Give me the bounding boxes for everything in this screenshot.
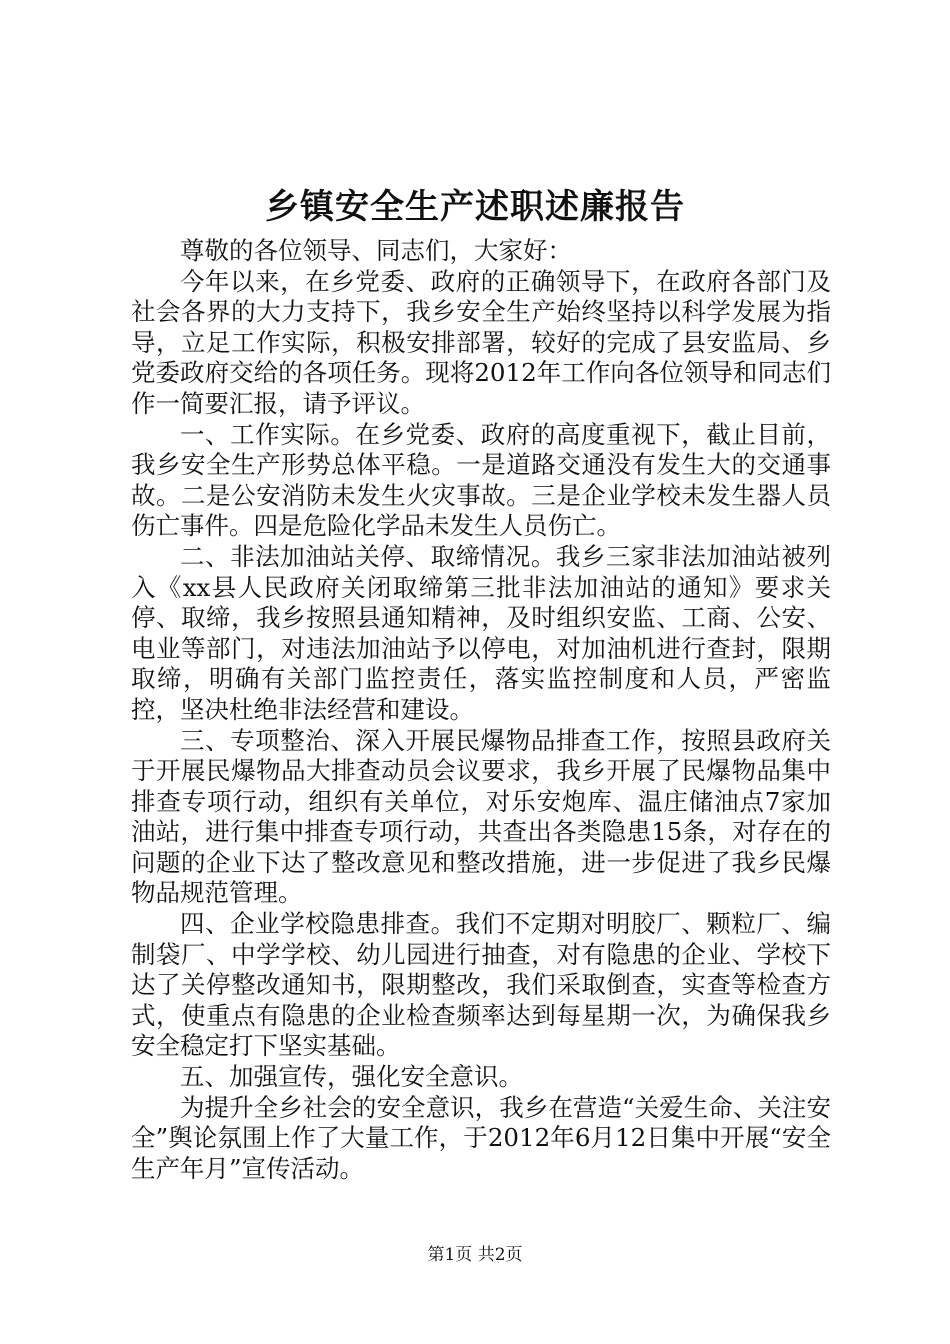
intro-paragraph: 今年以来，在乡党委、政府的正确领导下，在政府各部门及社会各界的大力支持下，我乡安全生产始终坚持以科学发展为指导，立足工作实际，积极安排部署，较好的完成了县安监局、乡党委政府交给的各项任务。现将2012年工作向各位领导和同志们作一简要汇报，请予评议。	[131, 266, 831, 418]
section-2-paragraph: 二、非法加油站关停、取缔情况。我乡三家非法加油站被列入《xx县人民政府关闭取缔第三批非法加油站的通知》要求关停、取缔，我乡按照县通知精神，及时组织安监、工商、公安、电业等部门，对违法加油站予以停电，对加油机进行查封，限期取缔，明确有关部门监控责任，落实监控制度和人员，严密监控，坚决杜绝非法经营和建设。	[131, 541, 831, 724]
section-5-paragraph: 为提升全乡社会的安全意识，我乡在营造“关爱生命、关注安全”舆论氛围上作了大量工作，于2012年6月12日集中开展“安全生产年月”宣传活动。	[131, 1092, 831, 1183]
document-title: 乡镇安全生产述职述廉报告	[265, 187, 685, 227]
section-1-paragraph: 一、工作实际。在乡党委、政府的高度重视下，截止目前，我乡安全生产形势总体平稳。一是道路交通没有发生大的交通事故。二是公安消防未发生火灾事故。三是企业学校未发生器人员伤亡事件。四是危险化学品未发生人员伤亡。	[131, 419, 831, 541]
section-4-paragraph: 四、企业学校隐患排查。我们不定期对明胶厂、颗粒厂、编制袋厂、中学学校、幼儿园进行抽查，对有隐患的企业、学校下达了关停整改通知书，限期整改，我们采取倒查，实查等检查方式，使重点有隐患的企业检查频率达到每星期一次，为确保我乡安全稳定打下坚实基础。	[131, 909, 831, 1061]
section-5-heading: 五、加强宣传，强化安全意识。	[180, 1062, 523, 1092]
salutation-paragraph: 尊敬的各位领导、同志们，大家好：	[180, 236, 572, 265]
document-body	[131, 236, 831, 1184]
page-number-footer: 第1页 共2页	[427, 1245, 523, 1265]
section-3-paragraph: 三、专项整治、深入开展民爆物品排查工作，按照县政府关于开展民爆物品大排查动员会议要求，我乡开展了民爆物品集中排查专项行动，组织有关单位，对乐安炮库、温庄储油点7家加油站，进行集中排查专项行动，共查出各类隐患15条，对存在的问题的企业下达了整改意见和整改措施，进一步促进了我乡民爆物品规范管理。	[131, 725, 831, 908]
